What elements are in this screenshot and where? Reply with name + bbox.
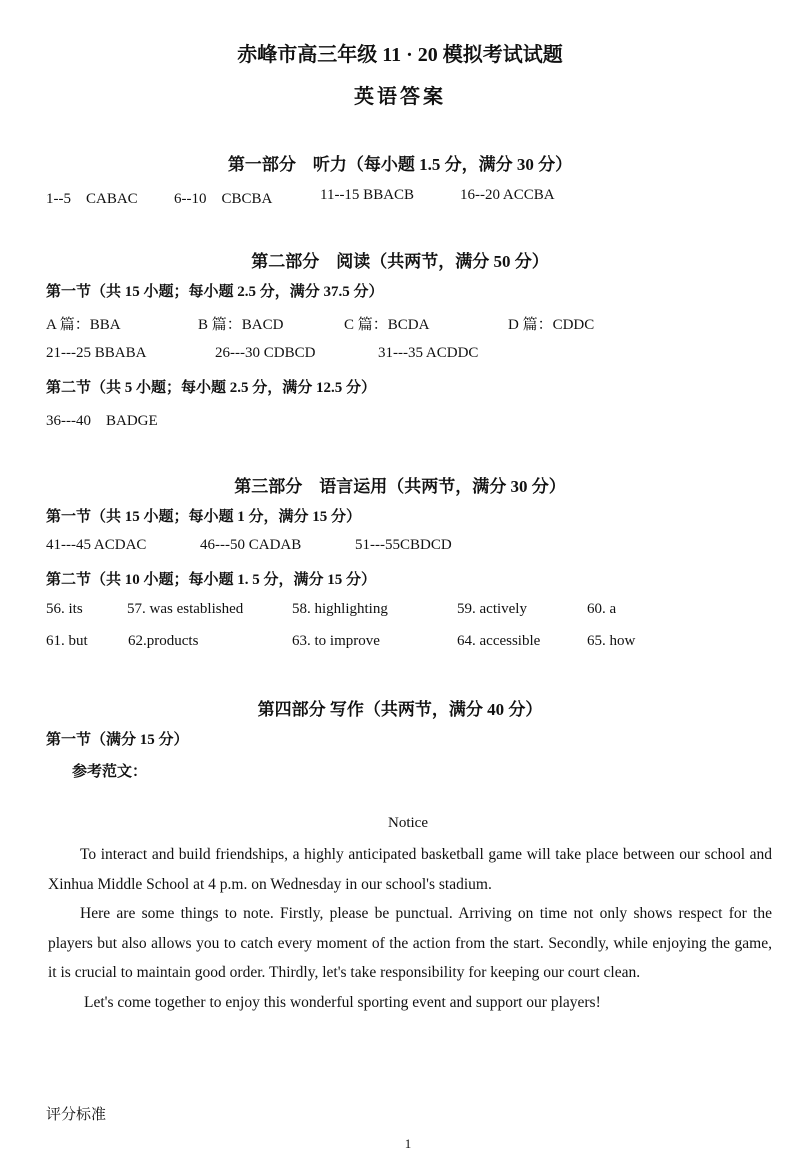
part1-answer-2: 6--10 CBCBA (174, 191, 273, 207)
part1-answer-1: 1--5 CABAC (46, 191, 138, 207)
sample-essay-label: 参考范文： (72, 764, 148, 780)
part4-heading: 第四部分 写作（共两节，满分 40 分） (257, 700, 543, 719)
part3-heading: 第三部分 语言运用（共两节，满分 30 分） (234, 477, 566, 496)
passage-a-answer: A 篇：BBA (46, 317, 121, 333)
part3-answer-3: 51---55CBDCD (355, 537, 452, 553)
sample-essay-body (48, 840, 772, 1017)
page-number: 1 (404, 1136, 412, 1151)
essay-paragraph-2: Here are some things to note. Firstly, please be punctual. Arriving on time not only shows respect for the players but also allows you to catch every moment of the action from the start. Secondly, while enjoying the game, it is crucial to maintain good order. Thirdly, let's take responsibility for keeping our court clean. (48, 905, 772, 981)
part2-section2-heading: 第二节（共 5 小题；每小题 2.5 分，满分 12.5 分） (46, 380, 377, 396)
part1-heading: 第一部分 听力（每小题 1.5 分，满分 30 分） (227, 155, 573, 174)
passage-d-answer: D 篇：CDDC (508, 317, 595, 333)
part3-answer-1: 41---45 ACDAC (46, 537, 147, 553)
page-subtitle: 英语答案 (354, 86, 446, 108)
fill-answer-63: 63. to improve (292, 633, 380, 649)
part2-answer-2: 26---30 CDBCD (215, 345, 316, 361)
fill-answer-56: 56. its (46, 601, 83, 617)
page-title: 赤峰市高三年级 11 · 20 模拟考试试题 (237, 44, 563, 66)
fill-answer-61: 61. but (46, 633, 88, 649)
part2-section1-heading: 第一节（共 15 小题；每小题 2.5 分，满分 37.5 分） (46, 284, 384, 300)
essay-paragraph-1: To interact and build friendships, a highly anticipated basketball game will take place between our school and Xinhua Middle School at 4 p.m. on Wednesday in our school's stadium. (48, 846, 772, 893)
part3-section2-heading: 第二节（共 10 小题；每小题 1. 5 分，满分 15 分） (46, 572, 377, 588)
fill-answer-58: 58. highlighting (292, 601, 388, 617)
scoring-criteria-label: 评分标准 (46, 1107, 107, 1123)
fill-answer-64: 64. accessible (457, 633, 541, 649)
notice-title: Notice (388, 815, 428, 831)
passage-c-answer: C 篇：BCDA (344, 317, 430, 333)
fill-answer-57: 57. was established (127, 601, 244, 617)
part2-heading: 第二部分 阅读（共两节，满分 50 分） (251, 252, 549, 271)
fill-answer-60: 60. a (587, 601, 617, 617)
part2-answer-3: 31---35 ACDDC (378, 345, 479, 361)
fill-answer-65: 65. how (587, 633, 636, 649)
passage-b-answer: B 篇：BACD (198, 317, 284, 333)
part2-answer-36-40: 36---40 BADGE (46, 413, 158, 429)
part1-answer-4: 16--20 ACCBA (460, 187, 555, 203)
fill-answer-59: 59. actively (457, 601, 527, 617)
essay-paragraph-3: Let's come together to enjoy this wonderful sporting event and support our players! (84, 993, 601, 1011)
fill-answer-62: 62.products (128, 633, 199, 649)
part2-answer-1: 21---25 BBABA (46, 345, 147, 361)
part4-section1-heading: 第一节（满分 15 分） (46, 732, 189, 748)
part1-answer-3: 11--15 BBACB (320, 187, 415, 203)
part3-answer-2: 46---50 CADAB (200, 537, 302, 553)
part3-section1-heading: 第一节（共 15 小题；每小题 1 分，满分 15 分） (46, 509, 362, 525)
